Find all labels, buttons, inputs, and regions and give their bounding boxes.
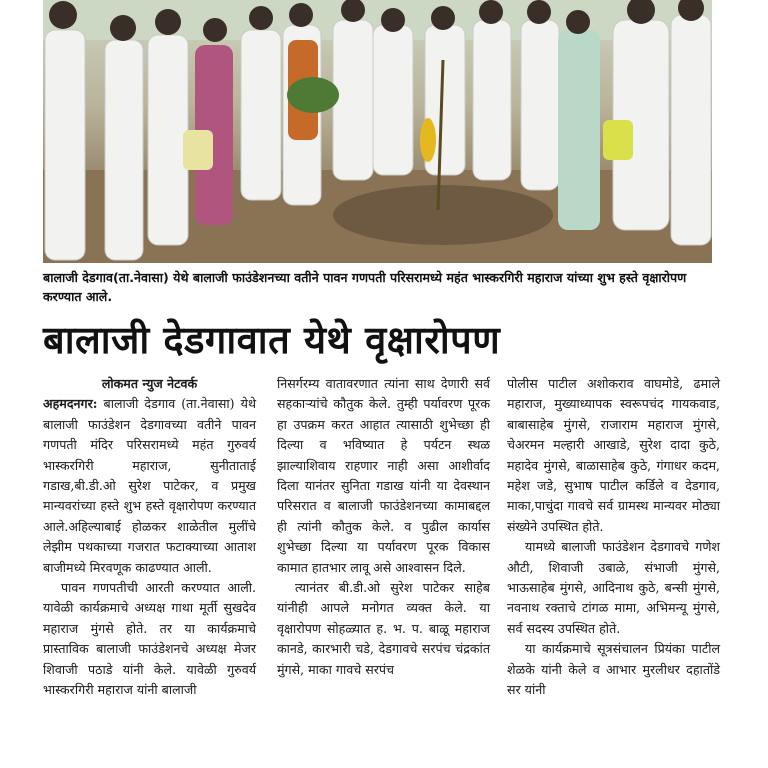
paragraph-text: बालाजी देडगाव (ता.नेवासा) येथे बालाजी फाउंडेशन देडगावच्या वतीने पावन गणपती मंदिर परिसरामध्ये महंत गुरुवर्य भास्करगिरी महाराज, सुनीताताई गडाख,बी.डी.ओ सुरेश पाटेकर, व प्रमुख मान्यवरांच्या हस्ते शुभ हस्ते वृक्षारोपण करण्यात आले.अहिल्याबाई होळकर शाळेतील मुलींचे लेझीम पथकाच्या गजरात फटाक्याच्या आताश बाजीमध्ये मिरवणूक काढण्यात आली. xyxy=(43,396,256,575)
paragraph: निसर्गरम्य वातावरणात त्यांना साथ देणारी सर्व सहकाऱ्यांचे कौतुक केले. तुम्ही पर्यावरण पूरक हा उपक्रम करत आहात त्यासाठी शुभेच्छा ही दिल्या व भविष्यात हे पर्यटन स्थळ झाल्याशिवाय राहणार नाही असा आशीर्वाद दिला यानंतर सुनिता गडाख यांनी या देवस्थान परिसरात व बालाजी फाउंडेशनच्या कामाबद्दल ही त्यांनी कौतुक केले. व पुढील कार्यास शुभेच्छा दिल्या या पर्यावरण पूरक विकास कामात हातभार लावू असे आश्वासन दिले. xyxy=(277,376,490,575)
article-column-2 xyxy=(277,374,490,680)
byline: लोकमत न्युज नेटवर्क xyxy=(101,376,198,391)
tree-planting-photo-icon xyxy=(43,0,712,263)
news-photo xyxy=(43,0,712,263)
paragraph xyxy=(43,394,256,578)
paragraph: पोलीस पाटील अशोकराव वाघमोडे, ढमाले महाराज, मुख्याध्यापक स्वरूपचंद गायकवाड, बाबासाहेब मुंगसे, राजाराम महाराज मुंगसे, चेअरमन मल्हारी आखाडे, सुरेश दादा कुठे, महादेव मुंगसे, बाळासाहेब कुठे, गंगाधर कदम, महेश जडे, सुभाष पाटील कर्डिले व देडगाव, माका,पाचुंदा गावचे सर्व ग्रामस्थ मान्यवर मोठ्या संख्येने उपस्थित होते. xyxy=(507,376,720,534)
paragraph: त्यानंतर बी.डी.ओ सुरेश पाटेकर साहेब यांनीही आपले मनोगत व्यक्त केले. या वृक्षारोपण सोहळ्यात ह. भ. प. बाळू महाराज कानडे, कारभारी चडे, देडगावचे सरपंच चंद्रकांत मुंगसे, माका गावचे सरपंच xyxy=(277,580,490,677)
article-column-1 xyxy=(43,374,256,701)
paragraph: या कार्यक्रमाचे सूत्रसंचालन प्रियंका पाटील शेळके यांनी केले व आभार मुरलीधर दहातोंडे सर यांनी xyxy=(507,641,720,698)
dateline: अहमदनगर: xyxy=(43,396,98,412)
paragraph: पावन गणपतीची आरती करण्यात आली. यावेळी कार्यक्रमाचे अध्यक्ष गाथा मूर्ती सुखदेव महाराज मुंगसे होते. तर या कार्यक्रमाचे प्रास्ताविक बालाजी फाउंडेशनचे अध्यक्ष मेजर शिवाजी पठाडे यांनी केले. यावेळी गुरुवर्य भास्करगिरी महाराज यांनी बालाजी xyxy=(43,580,256,698)
article-column-3 xyxy=(507,374,720,701)
photo-caption: बालाजी देडगाव(ता.नेवासा) येथे बालाजी फाउंडेशनच्या वतीने पावन गणपती परिसरामध्ये महंत भास्करगिरी महाराज यांच्या शुभ हस्ते वृक्षारोपण करण्यात आले. xyxy=(43,270,687,304)
paragraph: यामध्ये बालाजी फाउंडेशन देडगावचे गणेश औटी, शिवाजी उबाळे, संभाजी मुंगसे, भाऊसाहेब मुंगसे, आदिनाथ कुठे, बन्सी मुंगसे, नवनाथ रक्ताचे टांगळ मामा, अभिमन्यू मुंगसे, सर्व सदस्य उपस्थित होते. xyxy=(507,539,720,636)
headline: बालाजी देडगावात येथे वृक्षारोपण xyxy=(43,318,501,362)
